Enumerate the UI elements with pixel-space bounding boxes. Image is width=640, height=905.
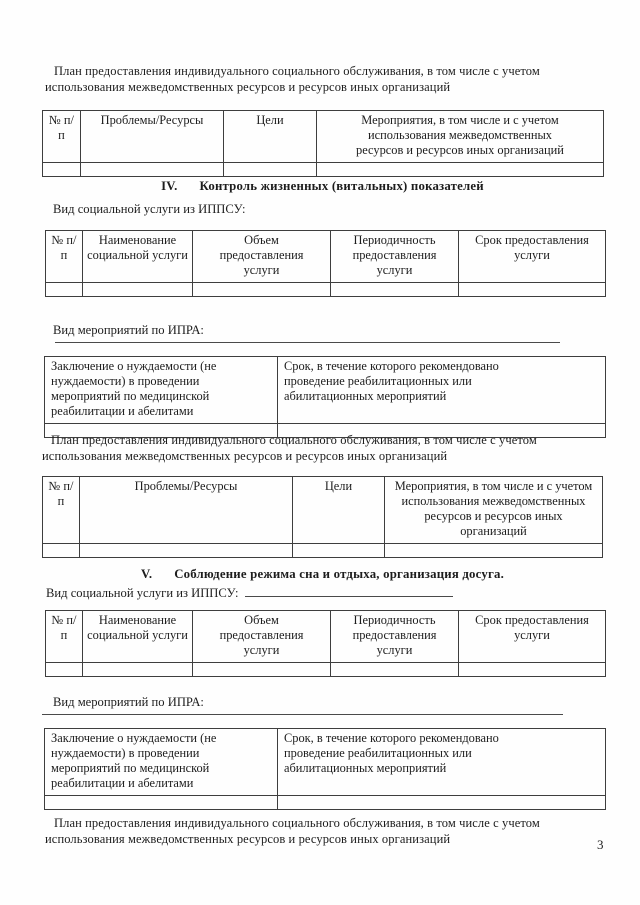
ippsu-label-row [46, 584, 453, 601]
empty-cell [83, 663, 193, 677]
col-header-term: Срок предоставления услуги [459, 231, 606, 283]
empty-cell [278, 796, 606, 810]
table-empty-row [46, 283, 606, 297]
table-empty-row [43, 544, 603, 558]
empty-cell [83, 283, 193, 297]
empty-cell [224, 163, 317, 177]
col-header-num: № п/п [46, 231, 83, 283]
col-header-name: Наименование социальной услуги [83, 231, 193, 283]
empty-cell [293, 544, 385, 558]
col-header-term: Срок, в течение которого рекомендовано проведение реабилитационных или абилитационных мероприятий [278, 729, 606, 796]
empty-cell [45, 796, 278, 810]
col-header-goals: Цели [293, 477, 385, 544]
plan-paragraph: План предоставления индивидуального социального обслуживания, в том числе с учетом использования межведомственных ресурсов и ресурсов иных организаций [42, 433, 537, 463]
section-heading-v [42, 567, 603, 582]
table-header-row [46, 231, 606, 283]
section-number: IV. [161, 179, 178, 193]
table-header-row [45, 729, 606, 796]
plan-paragraph: План предоставления индивидуального социального обслуживания, в том числе с учетом использования межведомственных ресурсов и ресурсов иных организаций [45, 816, 540, 846]
section-title: Контроль жизненных (витальных) показателей [199, 179, 484, 193]
empty-cell [46, 663, 83, 677]
empty-cell [331, 283, 459, 297]
col-header-volume: Объем предоставления услуги [193, 231, 331, 283]
empty-cell [459, 663, 606, 677]
col-header-periodicity: Периодичность предоставления услуги [331, 611, 459, 663]
page-number: 3 [597, 837, 604, 852]
empty-cell [46, 283, 83, 297]
col-header-num: № п/п [43, 477, 80, 544]
ipra-label: Вид мероприятий по ИПРА: [53, 695, 204, 709]
ipra-label: Вид мероприятий по ИПРА: [53, 323, 204, 337]
ippsu-label: Вид социальной услуги из ИППСУ: [46, 586, 239, 600]
empty-cell [331, 663, 459, 677]
table-header-row [45, 357, 606, 424]
table-header-row [43, 477, 603, 544]
blank-fill-line [42, 700, 563, 715]
col-header-goals: Цели [224, 111, 317, 163]
table-empty-row [45, 796, 606, 810]
table-empty-row [46, 663, 606, 677]
conclusion-table [44, 728, 606, 810]
empty-cell [385, 544, 603, 558]
plan-table [42, 476, 603, 558]
empty-cell [193, 283, 331, 297]
col-header-periodicity: Периодичность предоставления услуги [331, 231, 459, 283]
blank-fill-line [55, 328, 560, 343]
section-heading-iv [42, 179, 603, 194]
col-header-volume: Объем предоставления услуги [193, 611, 331, 663]
empty-cell [459, 283, 606, 297]
table-empty-row [43, 163, 604, 177]
col-header-num: № п/п [46, 611, 83, 663]
ippsu-label: Вид социальной услуги из ИППСУ: [53, 202, 246, 216]
plan-table [42, 110, 604, 177]
blank-fill-line [245, 584, 453, 597]
col-header-activities: Мероприятия, в том числе и с учетом использования межведомственных ресурсов и ресурсов иных организаций [385, 477, 603, 544]
services-table [45, 610, 606, 677]
empty-cell [193, 663, 331, 677]
empty-cell [43, 163, 81, 177]
services-table [45, 230, 606, 297]
table-header-row [46, 611, 606, 663]
col-header-name: Наименование социальной услуги [83, 611, 193, 663]
empty-cell [317, 163, 604, 177]
section-title: Соблюдение режима сна и отдыха, организация досуга. [174, 567, 504, 581]
col-header-conclusion: Заключение о нуждаемости (не нуждаемости) в проведении мероприятий по медицинской реабилитации и абелитами [45, 729, 278, 796]
empty-cell [81, 163, 224, 177]
col-header-problems: Проблемы/Ресурсы [80, 477, 293, 544]
col-header-problems: Проблемы/Ресурсы [81, 111, 224, 163]
col-header-term: Срок предоставления услуги [459, 611, 606, 663]
section-number: V. [141, 567, 153, 581]
col-header-num: № п/п [43, 111, 81, 163]
plan-paragraph: План предоставления индивидуального социального обслуживания, в том числе с учетом использования межведомственных ресурсов и ресурсов иных организаций [45, 64, 540, 94]
col-header-term: Срок, в течение которого рекомендовано проведение реабилитационных или абилитационных мероприятий [278, 357, 606, 424]
col-header-activities: Мероприятия, в том числе и с учетом использования межведомственных ресурсов и ресурсов иных организаций [317, 111, 604, 163]
col-header-conclusion: Заключение о нуждаемости (не нуждаемости) в проведении мероприятий по медицинской реабилитации и абелитами [45, 357, 278, 424]
empty-cell [43, 544, 80, 558]
table-header-row [43, 111, 604, 163]
empty-cell [80, 544, 293, 558]
conclusion-table [44, 356, 606, 438]
